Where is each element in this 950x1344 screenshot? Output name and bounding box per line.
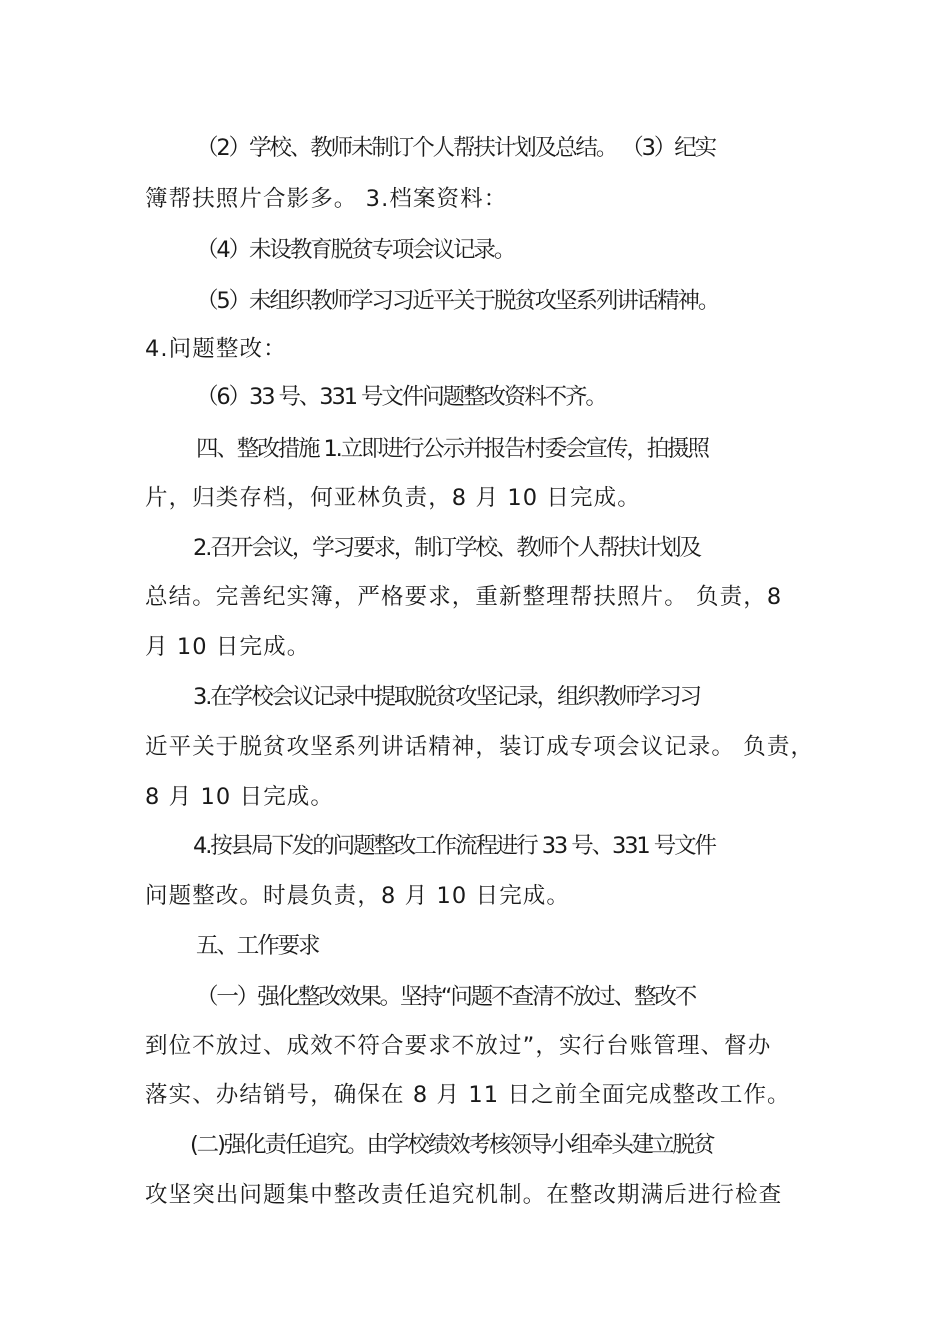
- text-line: （一）强化整改效果。坚持“问题不查清不放过、整改不: [196, 984, 696, 1010]
- text-line: 8 月 10 日完成。: [145, 784, 335, 810]
- text-line: （5）未组织教师学习习近平关于脱贫攻坚系列讲话精神。: [196, 288, 719, 314]
- text-line: (二)强化责任追究。由学校绩效考核领导小组牵头建立脱贫: [190, 1132, 714, 1158]
- text-line: 到位不放过、成效不符合要求不放过”，实行台账管理、督办: [145, 1033, 772, 1059]
- text-line: 问题整改。时晨负责，8 月 10 日完成。: [145, 883, 571, 909]
- text-line: 四、整改措施 1.立即进行公示并报告村委会宣传，拍摄照: [196, 436, 708, 462]
- text-line: 攻坚突出问题集中整改责任追究机制。在整改期满后进行检查: [145, 1182, 783, 1208]
- text-line: 近平关于脱贫攻坚系列讲话精神，装订成专项会议记录。 负责，: [145, 734, 815, 760]
- text-line: 月 10 日完成。: [145, 634, 311, 660]
- text-line: （2）学校、教师未制订个人帮扶计划及总结。 （3）纪实: [196, 135, 716, 161]
- text-line: 3.在学校会议记录中提取脱贫攻坚记录，组织教师学习习: [193, 684, 700, 710]
- text-line: 4.问题整改：: [145, 336, 287, 362]
- text-line: 片，归类存档，何亚林负责，8 月 10 日完成。: [145, 485, 641, 511]
- text-line: （4）未设教育脱贫专项会议记录。: [196, 237, 515, 263]
- text-line: 4.按县局下发的问题整改工作流程进行 33 号、331 号文件: [193, 833, 715, 859]
- text-line: 簿帮扶照片合影多。 3.档案资料：: [145, 186, 508, 212]
- section-heading: 五、工作要求: [196, 933, 319, 959]
- text-line: （6）33 号、331 号文件问题整改资料不齐。: [196, 384, 606, 410]
- text-line: 2.召开会议，学习要求，制订学校、教师个人帮扶计划及: [193, 535, 700, 561]
- text-line: 总结。完善纪实簿，严格要求，重新整理帮扶照片。 负责，8: [145, 584, 783, 610]
- text-line: 落实、办结销号，确保在 8 月 11 日之前全面完成整改工作。: [145, 1082, 791, 1108]
